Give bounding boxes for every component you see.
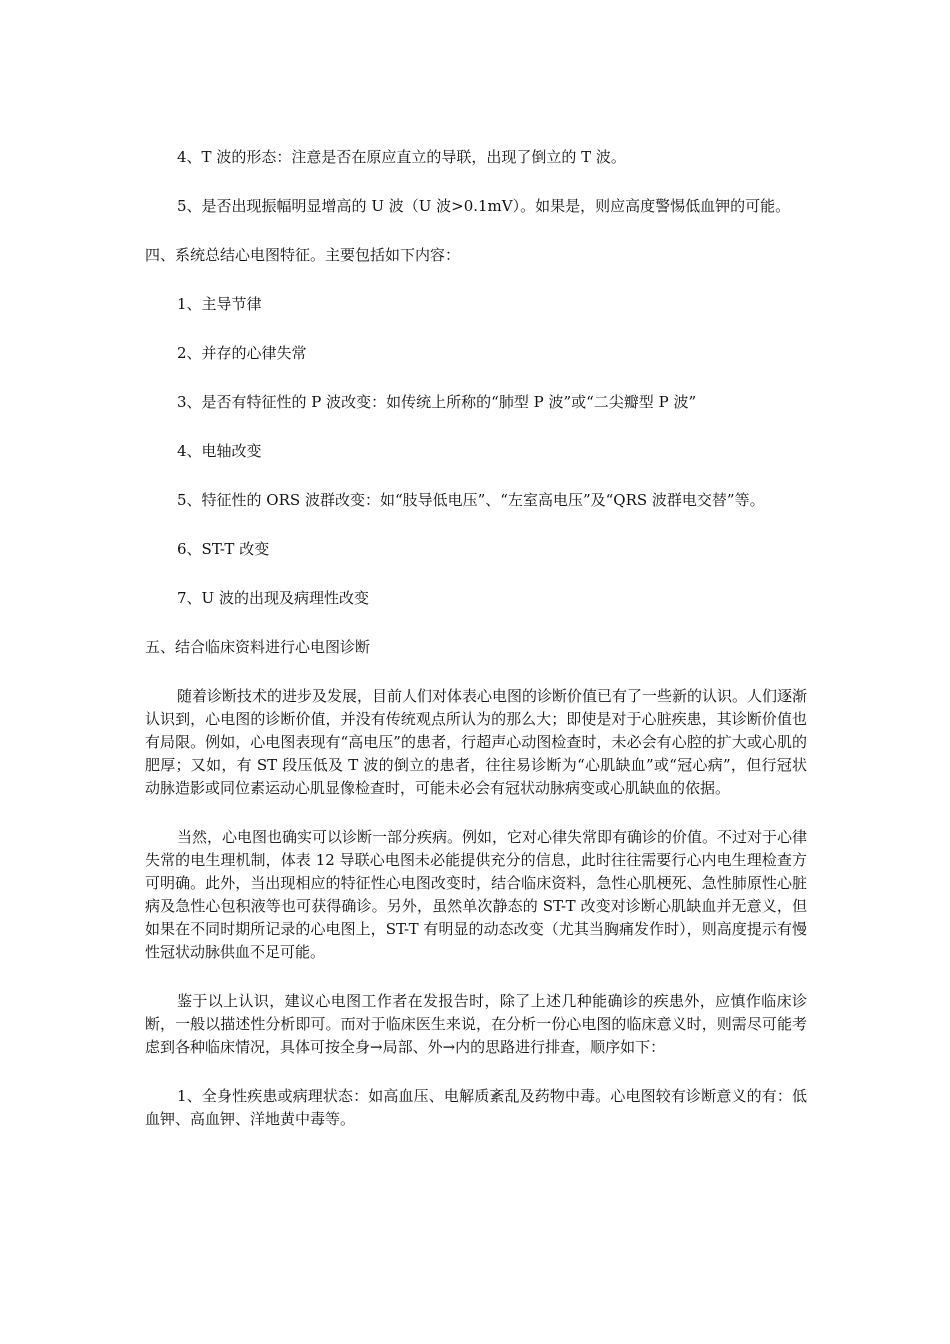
list-item-p-wave-change: 3、是否有特征性的 P 波改变：如传统上所称的“肺型 P 波”或“二尖瓣型 P 波” xyxy=(177,393,697,411)
list-item-st-t-change: 6、ST-T 改变 xyxy=(177,540,270,558)
list-item-axis-change: 4、电轴改变 xyxy=(177,442,262,460)
list-item-dominant-rhythm: 1、主导节律 xyxy=(177,295,262,313)
list-item-u-wave: 7、U 波的出现及病理性改变 xyxy=(177,589,369,607)
list-item-coexisting-arrhythmia: 2、并存的心律失常 xyxy=(177,344,307,362)
document-page xyxy=(145,146,807,1131)
list-item-systemic-disease: 1、全身性疾患或病理状态：如高血压、电解质紊乱及药物中毒。心电图较有诊断意义的有：低血钾、高血钾、洋地黄中毒等。 xyxy=(145,1087,807,1128)
list-item-qrs-change: 5、特征性的 ORS 波群改变：如“肢导低电压”、“左室高电压”及“QRS 波群电交替”等。 xyxy=(177,491,765,509)
section-heading-five: 五、结合临床资料进行心电图诊断 xyxy=(145,638,371,656)
body-paragraph-confirmed-diagnoses: 当然，心电图也确实可以诊断一部分疾病。例如，它对心律失常即有确诊的价值。不过对于心律失常的电生理机制，体表 12 导联心电图未必能提供充分的信息，此时往往需要行心内电生理检查方可明确。此外，当出现相应的特征性心电图改变时，结合临床资料，急性心肌梗死、急性肺原性心脏病及急性心包积液等也可获得确诊。另外，虽然单次静态的 ST-T 改变对诊断心肌缺血并无意义，但如果在不同时期所记录的心电图上，ST-T 有明显的动态改变（尤其当胸痛发作时），则高度提示有慢性冠状动脉供血不足可能。 xyxy=(145,828,808,961)
paragraph-u-wave-amplitude: 5、是否出现振幅明显增高的 U 波（U 波>0.1mV）。如果是，则应高度警惕低血钾的可能。 xyxy=(177,197,791,215)
paragraph-t-wave-shape: 4、T 波的形态：注意是否在原应直立的导联，出现了倒立的 T 波。 xyxy=(177,148,626,166)
body-paragraph-diagnostic-value: 随着诊断技术的进步及发展，目前人们对体表心电图的诊断价值已有了一些新的认识。人们逐渐认识到，心电图的诊断价值，并没有传统观点所认为的那么大；即使是对于心脏疾患，其诊断价值也有局限。例如，心电图表现有“高电压”的患者，行超声心动图检查时，未必会有心腔的扩大或心肌的肥厚；又如，有 ST 段压低及 T 波的倒立的患者，往往易诊断为“心肌缺血”或“冠心病”，但行冠状动脉造影或同位素运动心肌显像检查时，可能未必会有冠状动脉病变或心肌缺血的依据。 xyxy=(145,687,808,797)
body-paragraph-recommendation: 鉴于以上认识，建议心电图工作者在发报告时，除了上述几种能确诊的疾患外，应慎作临床诊断，一般以描述性分析即可。而对于临床医生来说，在分析一份心电图的临床意义时，则需尽可能考虑到各种临床情况，具体可按全身→局部、外→内的思路进行排查，顺序如下： xyxy=(145,992,807,1056)
section-heading-four: 四、系统总结心电图特征。主要包括如下内容： xyxy=(145,246,461,264)
